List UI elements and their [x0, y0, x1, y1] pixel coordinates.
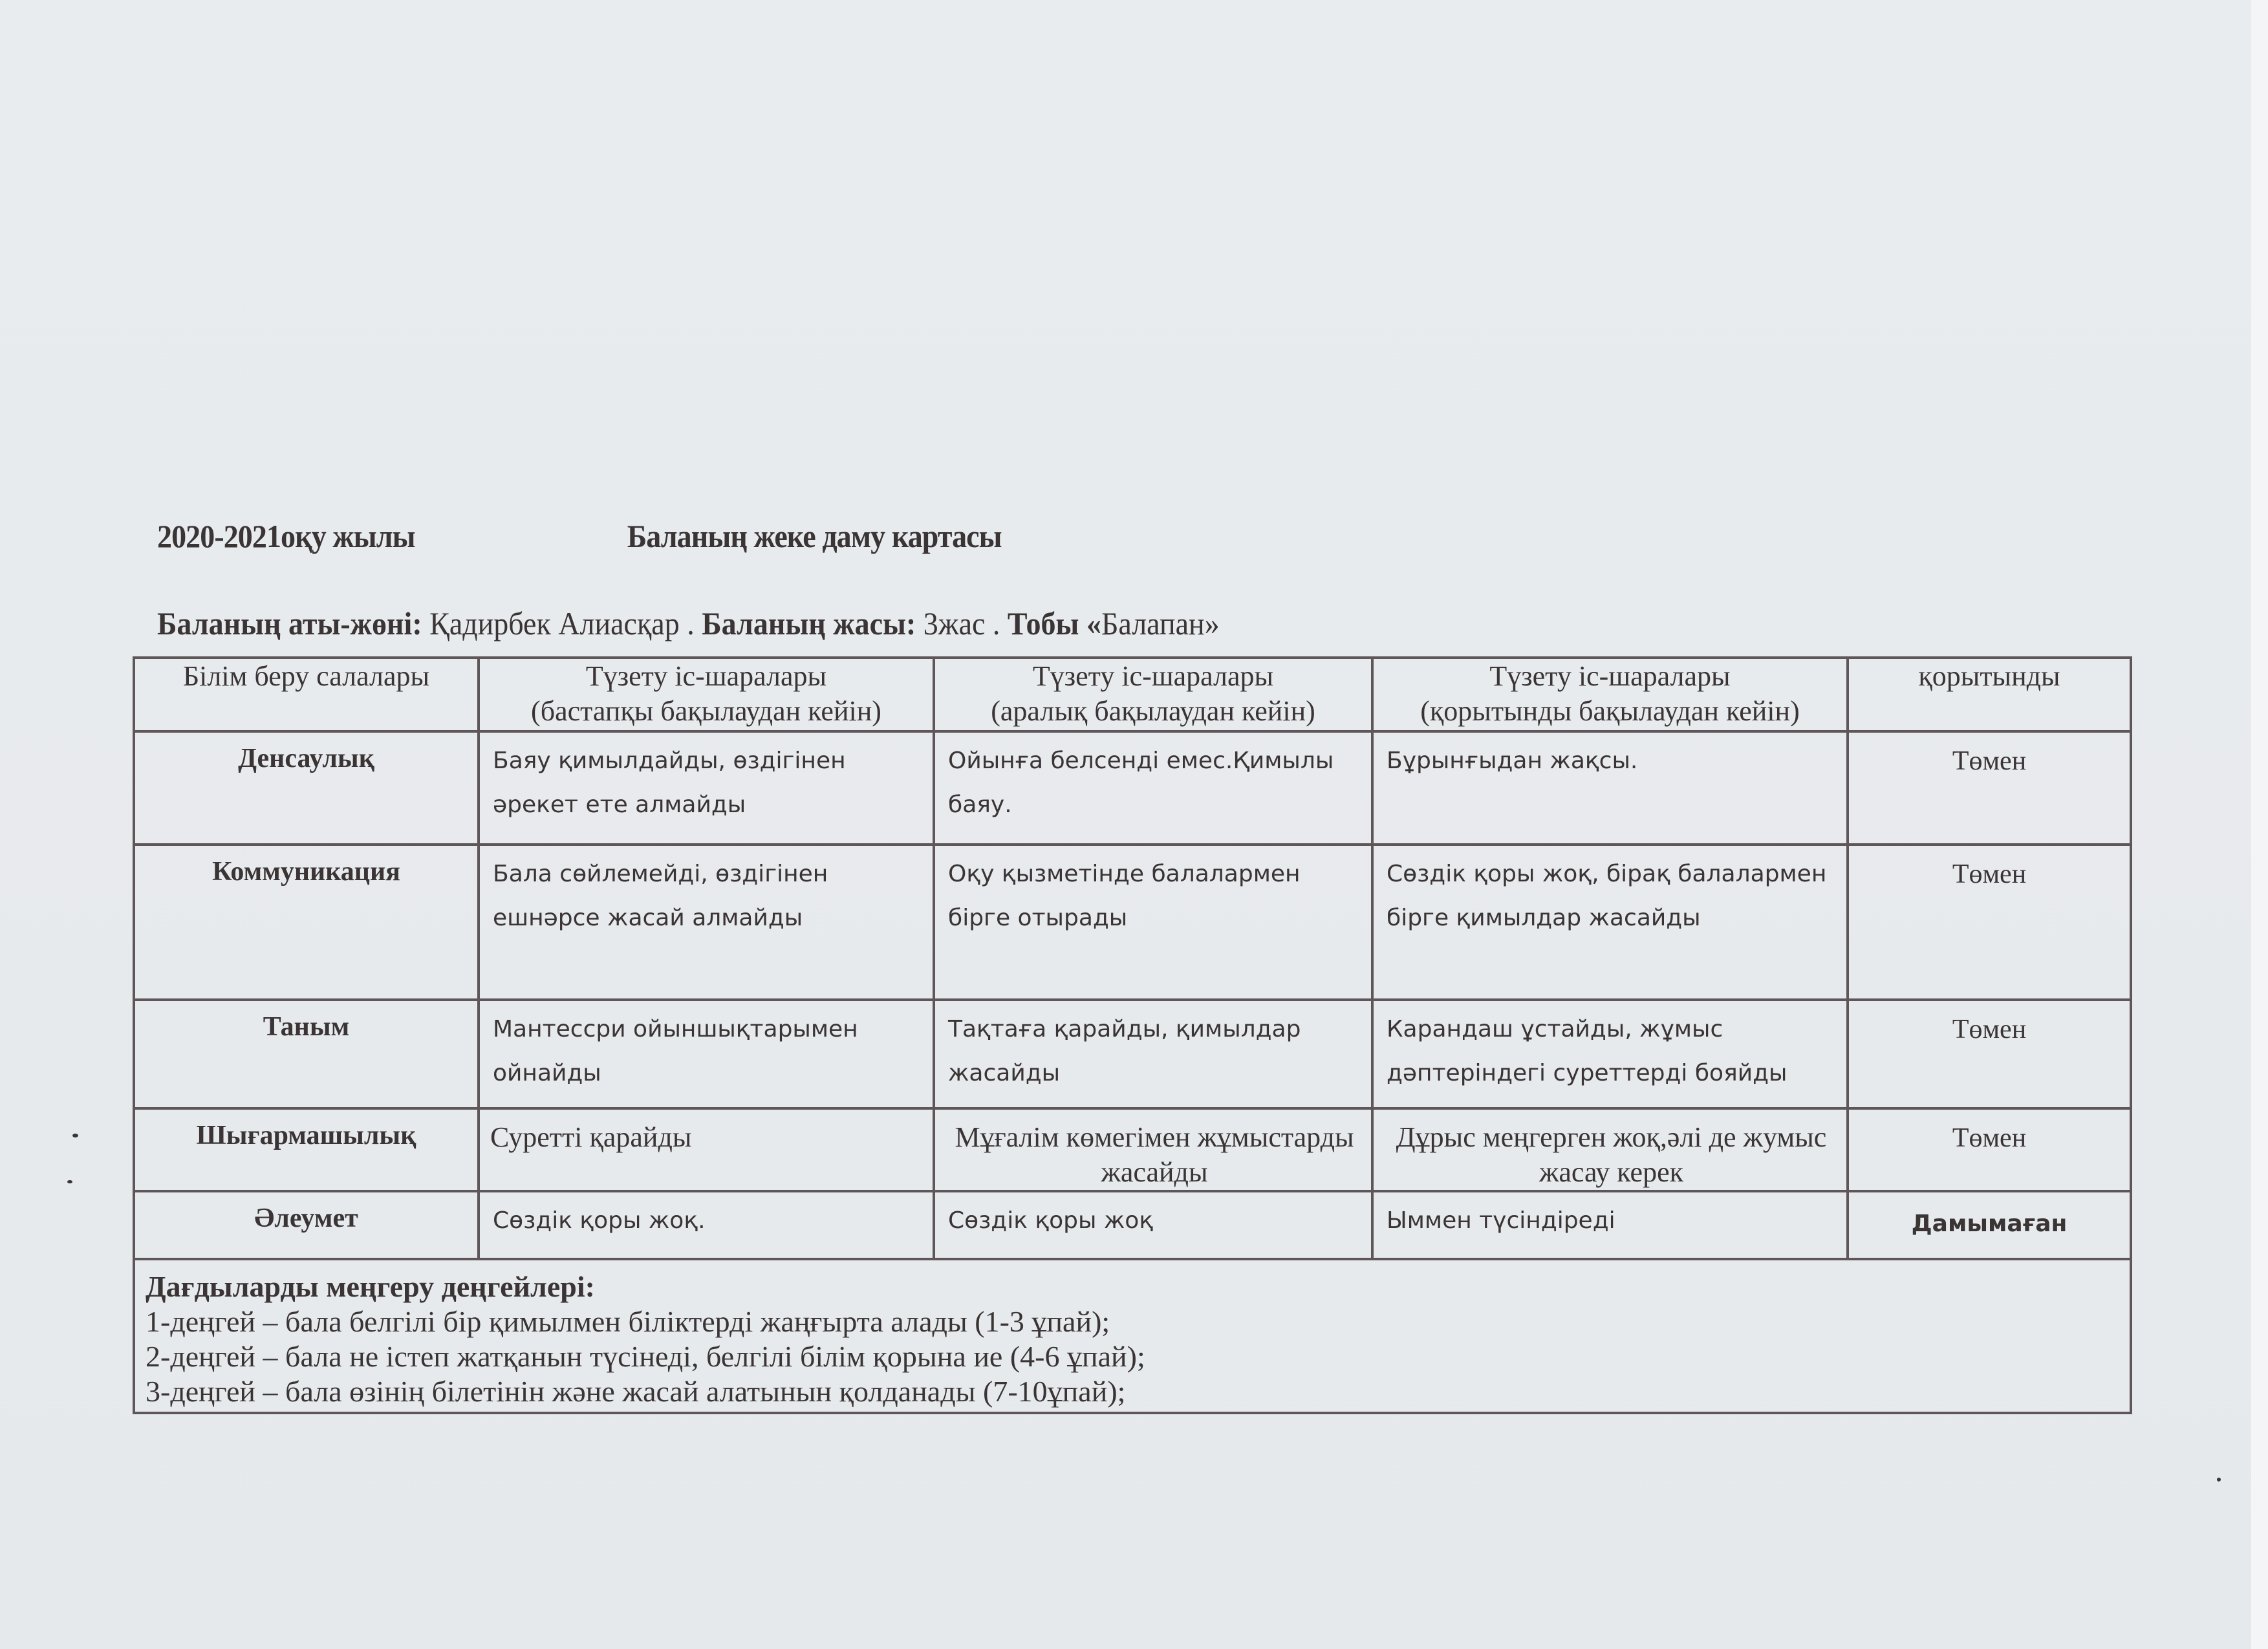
header-final-line2: (қорытынды бақылаудан кейін)	[1420, 695, 1800, 727]
legend-title: Дағдыларды меңгеру деңгейлері:	[146, 1270, 595, 1303]
result-cell: Төмен	[1848, 731, 2131, 845]
table-row	[134, 1108, 2131, 1191]
final-cell: Бұрынғыдан жақсы.	[1372, 731, 1848, 845]
group-value: Балапан»	[1101, 605, 1220, 641]
header-initial-line1: Түзету іс-шаралары	[585, 660, 827, 692]
header-final-line1: Түзету іс-шаралары	[1489, 660, 1731, 692]
legend-level-3: 3-деңгей – бала өзінің білетінін және жасай алатынын қолданады (7-10ұпай);	[146, 1375, 1126, 1408]
page-edge	[2251, 0, 2268, 1649]
area-cell: Әлеумет	[134, 1191, 479, 1259]
result-cell: Төмен	[1848, 1108, 2131, 1191]
group-label: Тобы «	[1000, 605, 1101, 641]
area-cell: Таным	[134, 1000, 479, 1108]
development-map-table	[133, 656, 2132, 1414]
child-age-label: Баланың жасы:	[694, 605, 916, 641]
header-initial-line2: (бастапқы бақылаудан кейін)	[531, 695, 881, 727]
scan-speck	[67, 1180, 72, 1183]
intermediate-cell: Мұғалім көмегімен жұмыстарды жасайды	[934, 1108, 1372, 1191]
header-result-label: қорытынды	[1918, 660, 2060, 692]
child-age-value: 3жас .	[916, 605, 1000, 641]
legend-level-1: 1-деңгей – бала белгілі бір қимылмен біліктерді жаңғырта алады (1-3 ұпай);	[146, 1305, 1110, 1338]
school-year: 2020-2021оқу жылы	[157, 518, 415, 554]
final-cell: Дұрыс меңгерген жоқ,әлі де жумыс жасау керек	[1372, 1108, 1848, 1191]
header-initial	[479, 658, 934, 731]
intermediate-cell: Сөздік қоры жоқ	[934, 1191, 1372, 1259]
result-cell: Төмен	[1848, 1000, 2131, 1108]
child-info-line	[157, 605, 1220, 642]
initial-cell: Суретті қарайды	[479, 1108, 934, 1191]
document-title: Баланың жеке даму картасы	[627, 518, 1002, 554]
initial-cell: Мантессри ойыншықтарымен ойнайды	[479, 1000, 934, 1108]
scan-speck	[2217, 1478, 2221, 1482]
table-row	[134, 731, 2131, 845]
table-header-row	[134, 658, 2131, 731]
result-cell: Төмен	[1848, 845, 2131, 1000]
final-cell: Карандаш ұстайды, жұмыс дәптеріндегі суреттерді бояйды	[1372, 1000, 1848, 1108]
header-intermediate-line2: (аралық бақылаудан кейін)	[991, 695, 1315, 727]
table-row	[134, 845, 2131, 1000]
intermediate-cell: Тақтаға қарайды, қимылдар жасайды	[934, 1000, 1372, 1108]
legend-row	[134, 1259, 2131, 1413]
table-row	[134, 1191, 2131, 1259]
result-cell: Дамымаған	[1848, 1191, 2131, 1259]
intermediate-cell: Оқу қызметінде балалармен бірге отырады	[934, 845, 1372, 1000]
area-cell: Денсаулық	[134, 731, 479, 845]
initial-cell: Сөздік қоры жоқ.	[479, 1191, 934, 1259]
legend-level-2: 2-деңгей – бала не істеп жатқанын түсінеді, белгілі білім қорына ие (4-6 ұпай);	[146, 1340, 1145, 1373]
header-result	[1848, 658, 2131, 731]
header-area	[134, 658, 479, 731]
header-intermediate-line1: Түзету іс-шаралары	[1032, 660, 1274, 692]
final-cell: Сөздік қоры жоқ, бірақ балалармен бірге қимылдар жасайды	[1372, 845, 1848, 1000]
skill-levels-legend	[134, 1259, 2131, 1413]
child-name-value: Қадирбек Алиасқар .	[422, 605, 695, 641]
table-row	[134, 1000, 2131, 1108]
header-intermediate	[934, 658, 1372, 731]
area-cell: Коммуникация	[134, 845, 479, 1000]
final-cell: Ыммен түсіндіреді	[1372, 1191, 1848, 1259]
intermediate-cell: Ойынға белсенді емес.Қимылы баяу.	[934, 731, 1372, 845]
scan-speck	[72, 1134, 78, 1137]
initial-cell: Баяу қимылдайды, өздігінен әрекет ете алмайды	[479, 731, 934, 845]
initial-cell: Бала сөйлемейді, өздігінен ешнәрсе жасай алмайды	[479, 845, 934, 1000]
child-name-label: Баланың аты-жөні:	[157, 605, 422, 641]
header-final	[1372, 658, 1848, 731]
header-area-label: Білім беру салалары	[182, 660, 430, 692]
area-cell: Шығармашылық	[134, 1108, 479, 1191]
